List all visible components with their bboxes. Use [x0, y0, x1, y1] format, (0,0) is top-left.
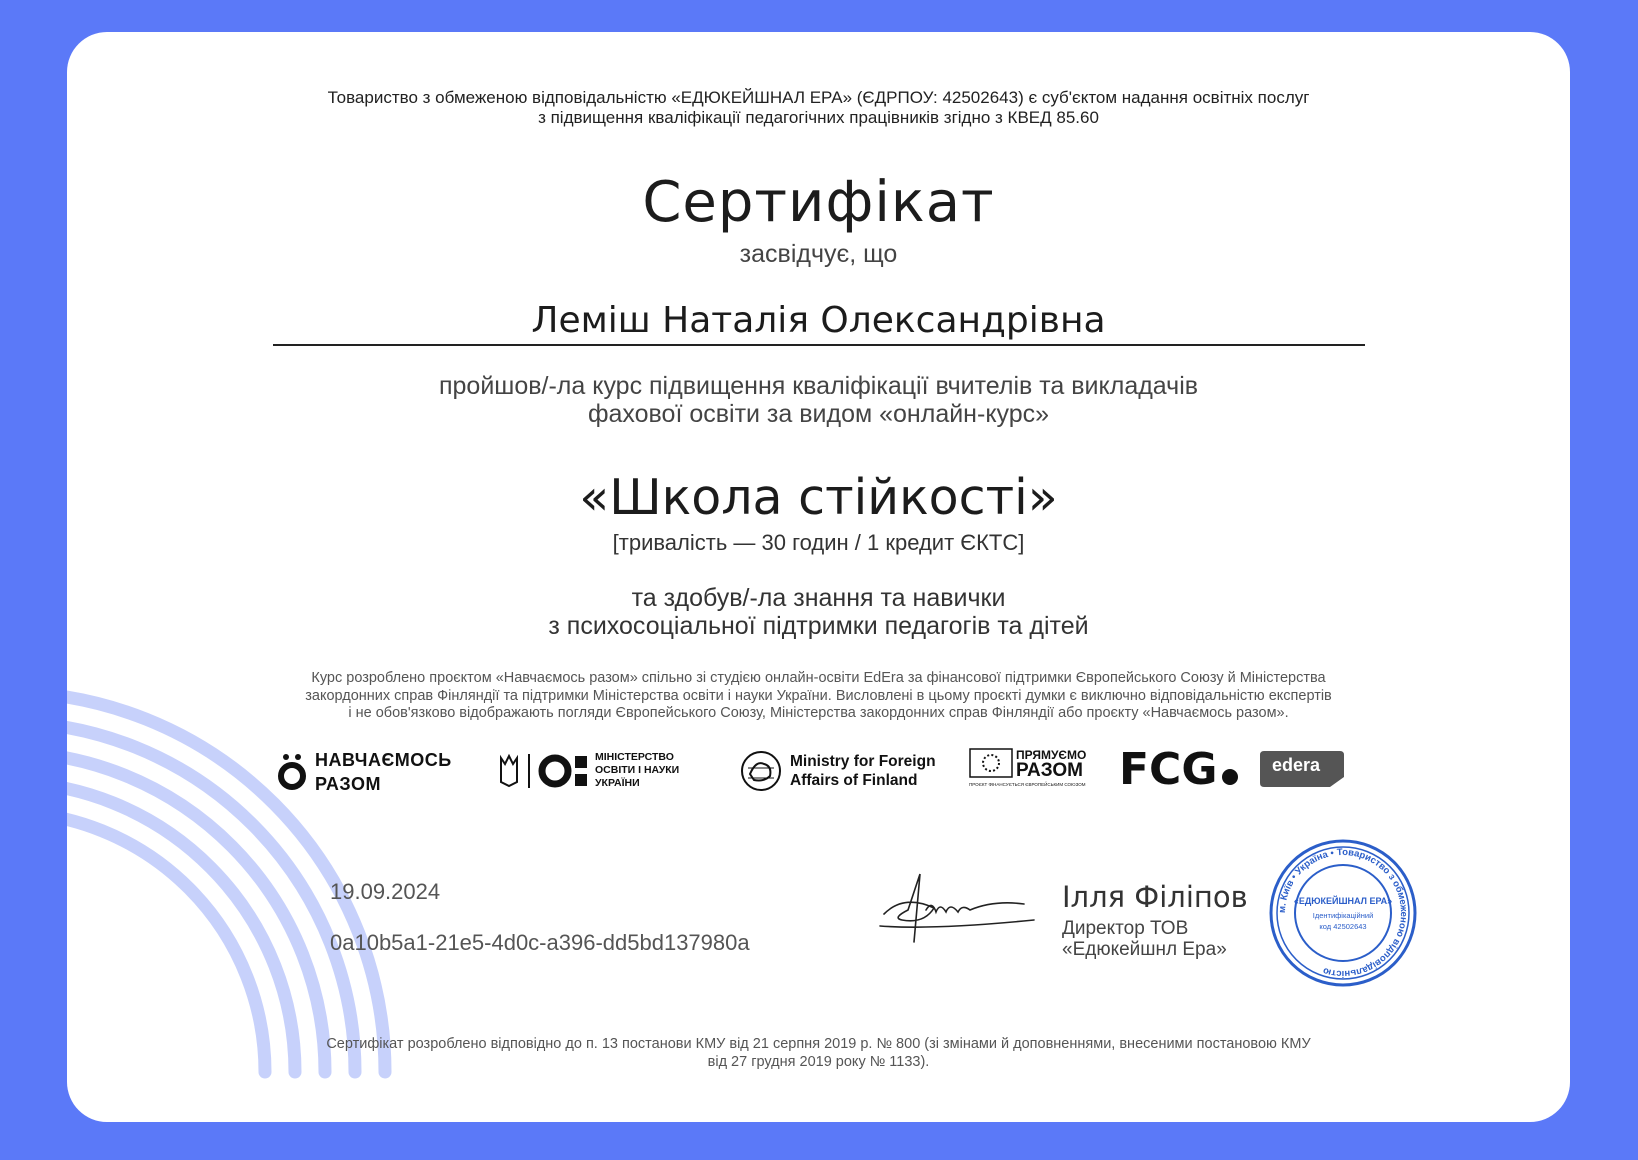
ministry-education-icon [497, 750, 587, 790]
mfa-line1: Ministry for Foreign [790, 753, 936, 770]
logo-mfa-finland [740, 750, 936, 792]
certificate-title: Сертифікат [642, 170, 995, 235]
provider-statement-line2: з підвищення кваліфікації педагогічних працівників згідно з КВЕД 85.60 [538, 108, 1099, 127]
course-title: «Школа стійкості» [579, 469, 1058, 526]
eu-line2: РАЗОМ [1016, 760, 1083, 781]
eu-caption: ПРОЄКТ ФІНАНСУЄТЬСЯ ЄВРОПЕЙСЬКИМ СОЮЗОМ [969, 782, 1086, 787]
gained-skills-line1: та здобув/-ла знання та навички [631, 584, 1006, 612]
legal-footer-line1: Сертифікат розроблено відповідно до п. 13 постанови КМУ від 21 серпня 2019 р. № 800 (зі змінами й доповненнями, внесеними постановою КМУ [326, 1036, 1311, 1052]
director-role [1062, 918, 1227, 960]
edera-label: edera [1272, 755, 1321, 775]
gained-skills-line2: з психосоціальної підтримки педагогів та дітей [548, 612, 1089, 640]
disclaimer-line2: закордонних справ Фінляндії та підтримки Міністерства освіти і науки України. Висловлені в цьому проєкті думки є виключно відповідальністю експертів [305, 687, 1332, 704]
course-description-line1: пройшов/-ла курс підвищення кваліфікації вчителів та викладачів [438, 372, 1199, 400]
name-underline [273, 344, 1365, 346]
razom-label: РАЗОМ [315, 774, 381, 794]
disclaimer-line1: Курс розроблено проєктом «Навчаємось разом» спільно зі студією онлайн-освіти EdEra за фінансової підтримки Європейського Союзу й Міністерства [311, 670, 1326, 686]
certificate-id: 0a10b5a1-21e5-4d0c-a396-dd5bd137980a [330, 930, 750, 955]
stamp-center-id-label: Ідентифікаційний [1312, 911, 1374, 920]
director-role-line2: «Едюкейшнл Ера» [1062, 939, 1227, 960]
director-role-line1: Директор ТОВ [1062, 918, 1189, 939]
course-description-line2: фахової освіти за видом «онлайн-курс» [587, 400, 1050, 428]
provider-statement-line1: Товариство з обмеженою відповідальністю «ЕДЮКЕЙШНАЛ ЕРА» (ЄДРПОУ: 42502643) є суб'єктом надання освітніх послуг [327, 88, 1310, 107]
certifies-text: засвідчує, що [739, 240, 898, 268]
mon-line1: МІНІСТЕРСТВО [595, 750, 674, 763]
disclaimer-line3: і не обов'язково відображають погляди Європейського Союзу, Міністерства закордонних справ Фінляндії або проєкту «Навчаємось разом». [348, 705, 1289, 721]
funding-disclaimer [67, 670, 1570, 723]
stamp-center-name: «ЕДЮКЕЙШНАЛ ЕРА» [1293, 896, 1393, 906]
legal-footer [67, 1035, 1570, 1071]
director-name: Ілля Філіпов [1062, 880, 1248, 914]
stamp-center-code: код 42502643 [1319, 922, 1367, 931]
stamp-outer-text: м. Київ • Україна • Товариство з обмеженою відповідальністю [1276, 846, 1410, 980]
legal-footer-line2: від 27 грудня 2019 року № 1133). [707, 1054, 930, 1070]
company-stamp [1268, 838, 1418, 988]
director-signature [874, 864, 1044, 954]
logo-ministry-education [497, 750, 679, 790]
navchaemos-razom-icon [277, 752, 307, 792]
gained-skills [67, 584, 1570, 640]
eu-line1: ПРЯМУЄМО [1016, 748, 1087, 762]
issue-date: 19.09.2024 [330, 879, 441, 904]
logo-navchaemos-razom [277, 748, 452, 796]
eu-flag-icon [969, 748, 1013, 778]
mon-line3: УКРАЇНИ [595, 776, 640, 789]
provider-statement [67, 88, 1570, 128]
recipient-name: Леміш Наталія Олександрівна [531, 300, 1106, 341]
partner-logos [67, 744, 1570, 804]
logo-eu-pryamuiemo-razom [969, 748, 1086, 787]
mon-line2: ОСВІТИ І НАУКИ [595, 763, 680, 776]
finland-lion-icon [740, 750, 782, 792]
certificate-card [67, 32, 1570, 1122]
course-duration: [тривалість — 30 годин / 1 кредит ЄКТС] [612, 530, 1025, 555]
logo-edera [1260, 749, 1344, 789]
navchaemos-label: НАВЧАЄМОСЬ [315, 750, 452, 770]
mfa-line2: Affairs of Finland [790, 772, 918, 789]
course-description [67, 372, 1570, 428]
logo-fcg [1119, 744, 1239, 795]
fcg-label: FCG [1119, 744, 1218, 795]
fcg-dot-icon [1221, 768, 1239, 786]
